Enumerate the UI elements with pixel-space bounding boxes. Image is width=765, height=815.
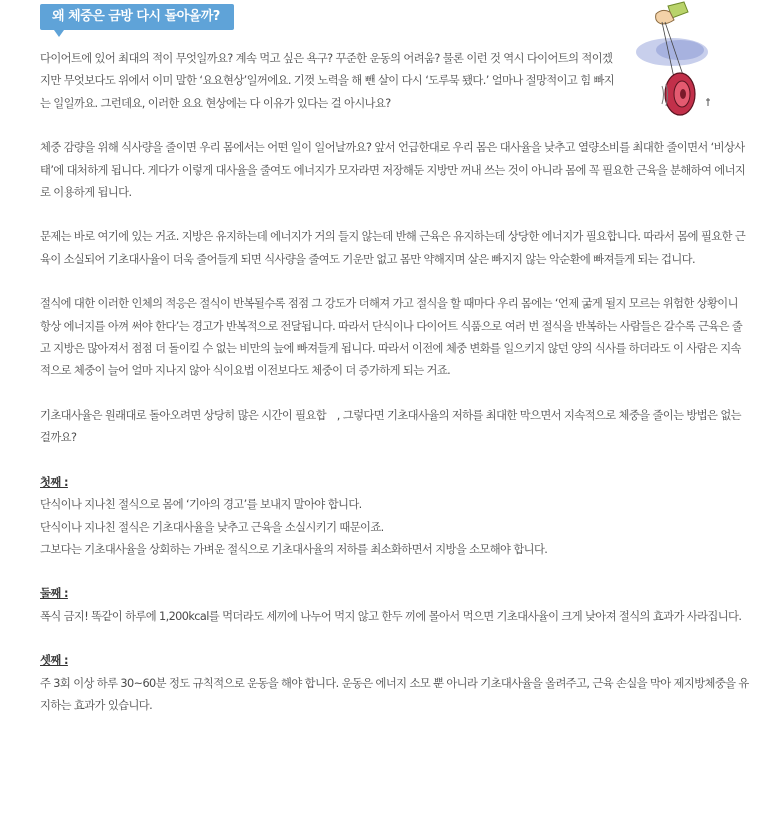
point-heading: 셋째 : [40,654,68,668]
point-first [40,472,750,562]
point-line: 단식이나 지나친 절식으로 몸에 ‘기아의 경고’를 보내지 말아야 합니다. [40,498,362,512]
paragraph-adaptation: 절식에 대한 이러한 인체의 적응은 절식이 반복될수록 점점 그 강도가 더해져 가고 절식을 할 때마다 우리 몸에는 ‘언제 굶게 될지 모르는 위험한 상황이니 항상 에너지를 아껴 써야 한다’는 경고가 반복적으로 전달됩니다. 따라서 단식이나 다이어트 식품으로 여러 번 절식을 반복하는 사람들은 갈수록 근육은 줄고 지방은 많아져서 점점 더 돌이킬 수 없는 비만의 늪에 빠져들게 됩니다. 따라서 이전에 체중 변화를 일으키지 않던 양의 식사를 하더라도 이 사람은 지속적으로 체중이 늘어 얼마 지나지 않아 식이요법 이전보다도 체중이 더 증가하게 되는 거죠. [40,297,743,378]
point-third [40,650,750,717]
article-body [40,48,750,739]
point-line: 폭식 금지! 똑같이 하루에 1,200kcal를 먹더라도 세끼에 나누어 먹지 않고 한두 끼에 몰아서 먹으면 기초대사율이 크게 낮아져 절식의 효과가 사라집니다. [40,609,742,623]
point-line: 그보다는 기초대사율을 상회하는 가벼운 절식으로 기초대사율의 저하를 최소화하면서 지방을 소모해야 합니다. [40,542,548,556]
point-line: 주 3회 이상 하루 30~60분 정도 규칙적으로 운동을 해야 합니다. 운동은 에너지 소모 뿐 아니라 기초대사율을 올려주고, 근육 손실을 막아 제지방체중을 유지하는 효과가 있습니다. [40,676,749,712]
point-line: 단식이나 지나친 절식은 기초대사율을 낮추고 근육을 소실시키기 때문이죠. [40,520,384,534]
section-title: 왜 체중은 금방 다시 돌아올까? [40,4,234,30]
paragraph-question: 기초대사율은 원래대로 돌아오려면 상당히 많은 시간이 필요합 , 그렇다면 기초대사율의 저하를 최대한 막으면서 지속적으로 체중을 줄이는 방법은 없는 걸까요? [40,408,741,445]
point-heading: 첫째 : [40,475,68,489]
paragraph-metabolism: 체중 감량을 위해 식사량을 줄이면 우리 몸에서는 어떤 일이 일어날까요? 앞서 언급한대로 우리 몸은 대사율을 낮추고 열량소비를 최대한 줄이면서 ‘비상사태’에 대처하게 됩니다. 게다가 이렇게 대사율을 줄여도 에너지가 모자라면 저장해둔 지방만 꺼내 쓰는 것이 아니라 몸에 꼭 필요한 근육을 분해하여 에너지로 이용하게 됩니다. [40,141,746,200]
point-second [40,583,750,628]
paragraph-intro: 다이어트에 있어 최대의 적이 무엇일까요? 계속 먹고 싶은 욕구? 꾸준한 운동의 어려움? 물론 이런 것 역시 다이어트의 적이겠지만 무엇보다도 위에서 이미 말한 ‘요요현상’일꺼에요. 기껏 노력을 해 뺀 살이 다시 ‘도루묵 됐다.’ 얼마나 절망적이고 힘 빠지는 일일까요. 그런데요, 이러한 요요 현상에는 다 이유가 있다는 걸 아시나요? [40,52,615,110]
point-heading: 둘째 : [40,587,68,601]
paragraph-muscle-loss: 문제는 바로 여기에 있는 거죠. 지방은 유지하는데 에너지가 거의 들지 않는데 반해 근육은 유지하는데 상당한 에너지가 필요합니다. 따라서 몸에 필요한 근육이 소실되어 기초대사율이 더욱 줄어들게 되면 식사량을 줄여도 기운만 없고 몸만 약해지며 살은 빠지지 않는 악순환에 빠져들게 되는 겁니다. [40,230,746,266]
